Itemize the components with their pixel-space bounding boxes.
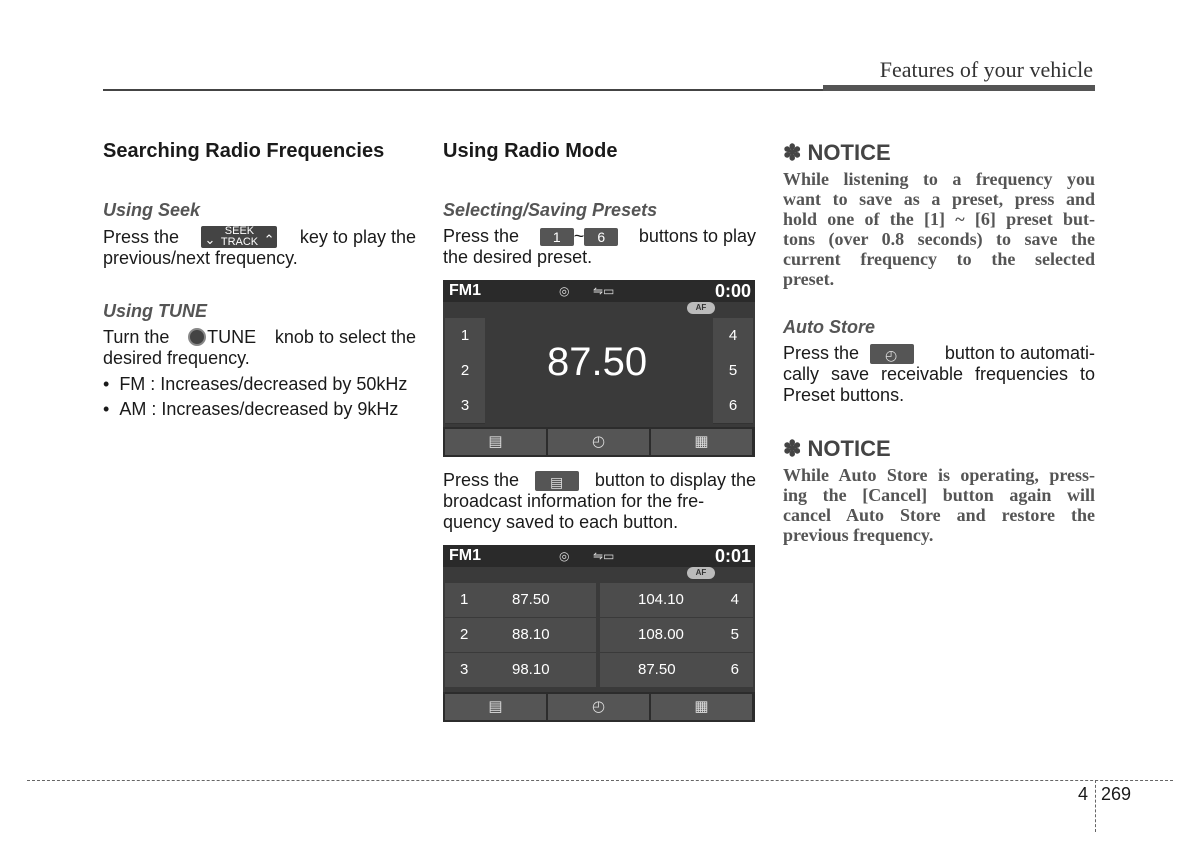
preset-button-3[interactable]: 3 bbox=[445, 388, 485, 424]
radio-info-icon: ▤ bbox=[488, 433, 503, 450]
subheading-auto-store: Auto Store bbox=[783, 317, 875, 337]
info-text-line3: quency saved to each button. bbox=[443, 512, 679, 532]
preset-row-6[interactable] bbox=[600, 653, 753, 687]
af-badge: AF bbox=[687, 302, 715, 314]
seek-text-before: Press the bbox=[103, 226, 180, 247]
info-button[interactable] bbox=[445, 429, 546, 455]
menu-button[interactable] bbox=[651, 694, 752, 720]
usb-icon: ⇋▭ bbox=[593, 549, 615, 563]
grid-icon: ▦ bbox=[694, 698, 709, 715]
notice-text-2: While Auto Store is operating, press- ing the [Cancel] button again will cancel Auto Store and restore the previous frequency. bbox=[783, 465, 1095, 545]
presets-text-line2: the desired preset. bbox=[443, 247, 593, 267]
clock: 0:01 bbox=[714, 546, 751, 566]
notice-text-1: While listening to a frequency you want to save as a preset, press and hold one of the [1] ~ [6] preset but- tons (over 0.8 seconds) to save the current frequency to the selected preset. bbox=[783, 169, 1095, 289]
usb-icon: ⇋▭ bbox=[593, 284, 615, 298]
info-text-before: Press the bbox=[443, 470, 520, 490]
info-text-line2: broadcast information for the fre- bbox=[443, 491, 705, 511]
current-frequency: 87.50 bbox=[547, 340, 648, 384]
subheading-using-tune: Using TUNE bbox=[103, 301, 208, 321]
preset-row-1[interactable] bbox=[445, 583, 596, 617]
autostore-text-line2: cally save receivable frequencies to bbox=[783, 364, 1095, 384]
preset-button-1[interactable]: 1 bbox=[445, 318, 485, 354]
notice-heading-1: ✽ NOTICE bbox=[783, 140, 891, 165]
preset-number: 4 bbox=[730, 591, 739, 608]
presets-text-before: Press the bbox=[443, 226, 520, 246]
grid-icon: ▦ bbox=[694, 433, 709, 450]
tune-text-after: knob to select the bbox=[274, 327, 416, 347]
page-number: 269 bbox=[1101, 784, 1132, 804]
preset-row-2[interactable] bbox=[445, 618, 596, 652]
preset-row-5[interactable] bbox=[600, 618, 753, 652]
tune-bullet-list bbox=[103, 372, 423, 422]
info-key bbox=[535, 471, 579, 491]
preset-button-6[interactable]: 6 bbox=[713, 388, 753, 424]
preset-frequency: 87.50 bbox=[638, 661, 676, 678]
autostore-icon: ◴ bbox=[591, 433, 606, 450]
radio-screen-info bbox=[443, 545, 755, 722]
notice-heading-2: ✽ NOTICE bbox=[783, 436, 891, 461]
clock: 0:00 bbox=[714, 281, 751, 301]
preset-number: 3 bbox=[460, 661, 469, 678]
preset-number: 5 bbox=[730, 626, 739, 643]
preset-button-4[interactable]: 4 bbox=[713, 318, 753, 354]
presets-text-after: buttons to play bbox=[638, 226, 756, 246]
autostore-text-after: button to automati- bbox=[944, 343, 1095, 363]
seek-text-after: key to play the bbox=[299, 226, 416, 247]
preset-frequency: 98.10 bbox=[512, 661, 550, 678]
tilde: ~ bbox=[573, 226, 585, 246]
preset-number: 2 bbox=[460, 626, 469, 643]
preset-row-4[interactable] bbox=[600, 583, 753, 617]
preset-key-6: 6 bbox=[584, 228, 618, 246]
list-item: • FM : Increases/decreased by 50kHz bbox=[103, 374, 408, 394]
preset-number: 6 bbox=[730, 661, 739, 678]
autostore-icon: ◴ bbox=[591, 698, 606, 715]
header-rule-accent bbox=[823, 85, 1095, 91]
radio-icon: ◎ bbox=[559, 549, 570, 563]
screen-soft-buttons bbox=[443, 427, 755, 457]
tune-paragraph bbox=[103, 327, 416, 369]
af-badge: AF bbox=[687, 567, 715, 579]
subheading-presets: Selecting/Saving Presets bbox=[443, 200, 658, 220]
autostore-paragraph bbox=[783, 343, 1095, 406]
screen-soft-buttons bbox=[443, 692, 755, 722]
autostore-button[interactable] bbox=[548, 694, 649, 720]
menu-button[interactable] bbox=[651, 429, 752, 455]
footer-rule bbox=[27, 780, 1173, 781]
preset-frequency: 104.10 bbox=[638, 591, 684, 608]
seek-key-label: SEEK bbox=[224, 225, 255, 237]
preset-frequency: 87.50 bbox=[512, 591, 550, 608]
band-label: FM1 bbox=[449, 547, 481, 564]
autostore-icon: ◴ bbox=[884, 346, 898, 363]
section-heading-searching: Searching Radio Frequencies bbox=[103, 140, 385, 162]
tune-knob-icon bbox=[188, 328, 206, 346]
section-heading-radio-mode: Using Radio Mode bbox=[443, 140, 618, 162]
autostore-text-line3: Preset buttons. bbox=[783, 385, 905, 405]
preset-frequency: 108.00 bbox=[638, 626, 684, 643]
preset-frequency: 88.10 bbox=[512, 626, 550, 643]
info-paragraph bbox=[443, 470, 756, 533]
footer-divider bbox=[1095, 780, 1096, 832]
seek-paragraph bbox=[103, 226, 416, 269]
radio-info-icon: ▤ bbox=[488, 698, 503, 715]
info-button[interactable] bbox=[445, 694, 546, 720]
tune-text-before: Turn the bbox=[103, 327, 170, 347]
preset-button-5[interactable]: 5 bbox=[713, 353, 753, 389]
radio-icon: ◎ bbox=[559, 284, 570, 298]
autostore-key bbox=[870, 344, 914, 364]
radio-info-icon: ▤ bbox=[549, 473, 564, 490]
preset-button-2[interactable]: 2 bbox=[445, 353, 485, 389]
presets-paragraph bbox=[443, 226, 756, 268]
seek-text-line2: previous/next frequency. bbox=[103, 248, 298, 268]
autostore-text-before: Press the bbox=[783, 343, 860, 363]
radio-screen-main bbox=[443, 280, 755, 457]
tune-text-line2: desired frequency. bbox=[103, 348, 250, 368]
subheading-using-seek: Using Seek bbox=[103, 200, 201, 220]
track-key-label: TRACK bbox=[220, 236, 259, 248]
chevron-up-icon: ⌃ bbox=[263, 232, 275, 247]
band-label: FM1 bbox=[449, 282, 481, 299]
list-item: • AM : Increases/decreased by 9kHz bbox=[103, 399, 399, 419]
chapter-number: 4 bbox=[1078, 784, 1089, 804]
preset-number: 1 bbox=[460, 591, 469, 608]
tune-knob-label: TUNE bbox=[207, 327, 257, 347]
preset-key-1: 1 bbox=[540, 228, 574, 246]
chevron-down-icon: ⌄ bbox=[204, 232, 216, 247]
running-header: Features of your vehicle bbox=[879, 57, 1093, 82]
autostore-button[interactable] bbox=[548, 429, 649, 455]
info-text-after: button to display the bbox=[594, 470, 756, 490]
preset-row-3[interactable] bbox=[445, 653, 596, 687]
seek-track-key bbox=[201, 226, 277, 248]
